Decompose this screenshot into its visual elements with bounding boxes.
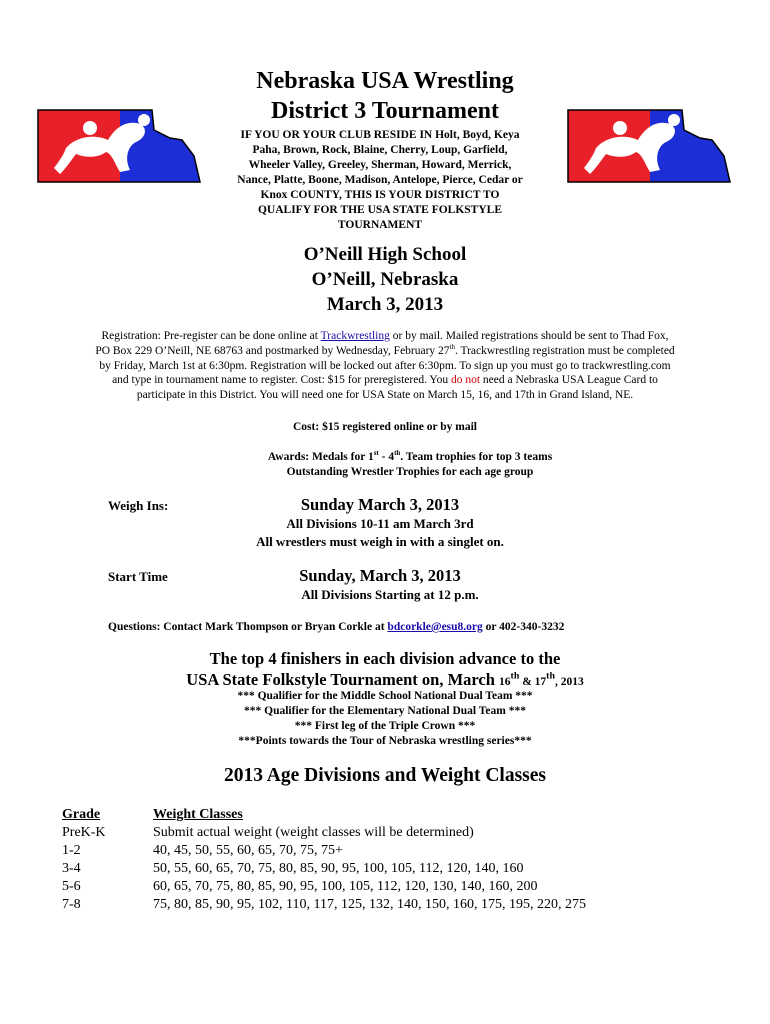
grade-cell: 7-8: [62, 897, 81, 912]
qualifier-note: *** Qualifier for the Elementary National Dual Team ***: [244, 705, 526, 717]
registration-line: and type in tournament name to register. Cost: $15 for preregistered. You do not need a Nebraska USA League Card to: [112, 374, 658, 387]
do-not-emphasis: do not: [450, 374, 481, 387]
intro-line: Knox COUNTY, THIS IS YOUR DISTRICT TO: [260, 189, 500, 201]
venue-date: March 3, 2013: [326, 294, 444, 315]
grade-cell: 5-6: [62, 879, 81, 894]
page-title: [0, 66, 770, 126]
weight-classes-cell: Submit actual weight (weight classes will be determined): [153, 825, 474, 840]
district-intro: [210, 128, 550, 233]
title-line-2: District 3 Tournament: [271, 98, 499, 124]
registration-line: PO Box 229 O’Neill, NE 68763 and postmarked by Wednesday, February 27th. Trackwrestling registration must be completed: [95, 343, 675, 357]
advance-block: [0, 648, 770, 693]
title-line-1: Nebraska USA Wrestling: [256, 68, 514, 94]
weight-classes-cell: 40, 45, 50, 55, 60, 65, 70, 75, 75+: [153, 843, 343, 858]
qualifier-note: *** Qualifier for the Middle School National Dual Team ***: [237, 690, 533, 702]
weight-classes-cell: 50, 55, 60, 65, 70, 75, 80, 85, 90, 95, 100, 105, 112, 120, 140, 160: [153, 861, 524, 876]
contact-email-link[interactable]: bdcorkle@esu8.org: [387, 621, 483, 633]
qualifier-note: *** First leg of the Triple Crown ***: [294, 720, 476, 732]
intro-line: QUALIFY FOR THE USA STATE FOLKSTYLE: [257, 204, 502, 216]
intro-line: IF YOU OR YOUR CLUB RESIDE IN Holt, Boyd, Keya: [240, 129, 520, 141]
weigh-ins-date: Sunday March 3, 2013: [300, 495, 460, 514]
registration-line: by Friday, March 1st at 6:30pm. Registration will be locked out after 6:30pm. To sign up you must go to trackwrestling.com: [99, 359, 671, 372]
grade-cell: PreK-K: [62, 825, 106, 840]
questions-line: Questions: Contact Mark Thompson or Bryan Corkle at bdcorkle@esu8.org or 402-340-3232: [108, 621, 565, 633]
advance-line-2: USA State Folkstyle Tournament on, March 16th & 17th, 2013: [186, 670, 584, 689]
intro-line: Paha, Brown, Rock, Blaine, Cherry, Loup, Garfield,: [252, 144, 508, 156]
trackwrestling-link[interactable]: Trackwrestling: [320, 330, 390, 342]
intro-line: Nance, Platte, Boone, Madison, Antelope, Pierce, Cedar or: [237, 174, 523, 186]
qualifier-note: ***Points towards the Tour of Nebraska wrestling series***: [238, 735, 532, 747]
awards-line: Awards: Medals for 1st - 4th. Team trophies for top 3 teams: [267, 450, 553, 463]
weight-classes-cell: 60, 65, 70, 75, 80, 85, 90, 95, 100, 105, 112, 120, 130, 140, 160, 200: [153, 879, 538, 894]
venue-school: O’Neill High School: [303, 244, 467, 265]
grade-column: [62, 806, 106, 914]
awards-block: [0, 450, 770, 480]
registration-paragraph: [40, 329, 730, 403]
grade-header: Grade: [62, 807, 101, 822]
weigh-ins-singlet: All wrestlers must weigh in with a singlet on.: [256, 534, 504, 549]
weight-classes-column: [153, 806, 586, 914]
intro-line: TOURNAMENT: [337, 219, 423, 231]
cost-line: Cost: $15 registered online or by mail: [293, 421, 477, 433]
venue-city: O’Neill, Nebraska: [311, 269, 459, 290]
weight-classes-cell: 75, 80, 85, 90, 95, 102, 110, 117, 125, 132, 140, 150, 160, 175, 195, 220, 275: [153, 897, 586, 912]
grade-cell: 3-4: [62, 861, 81, 876]
divisions-title: 2013 Age Divisions and Weight Classes: [224, 765, 546, 786]
weigh-ins-time: All Divisions 10-11 am March 3rd: [286, 516, 474, 531]
start-time-label: Start Time: [108, 569, 168, 584]
awards-line-2: Outstanding Wrestler Trophies for each age group: [286, 466, 534, 478]
venue-block: [0, 242, 770, 317]
start-time-detail: All Divisions Starting at 12 p.m.: [301, 587, 479, 602]
advance-line-1: The top 4 finishers in each division advance to the: [209, 649, 561, 668]
registration-line: Registration: Pre-register can be done online at Trackwrestling or by mail. Mailed registrations should be sent to Thad Fox,: [101, 330, 669, 342]
qualifier-notes: [0, 689, 770, 749]
start-time-date: Sunday, March 3, 2013: [299, 566, 461, 585]
registration-line: participate in this District. You will need one for USA State on March 15, 16, and 17th in Grand Island, NE.: [136, 389, 634, 402]
intro-line: Wheeler Valley, Greeley, Sherman, Howard, Merrick,: [248, 159, 512, 171]
grade-cell: 1-2: [62, 843, 81, 858]
weigh-ins-label: Weigh Ins:: [108, 498, 169, 513]
weight-classes-header: Weight Classes: [153, 807, 243, 822]
